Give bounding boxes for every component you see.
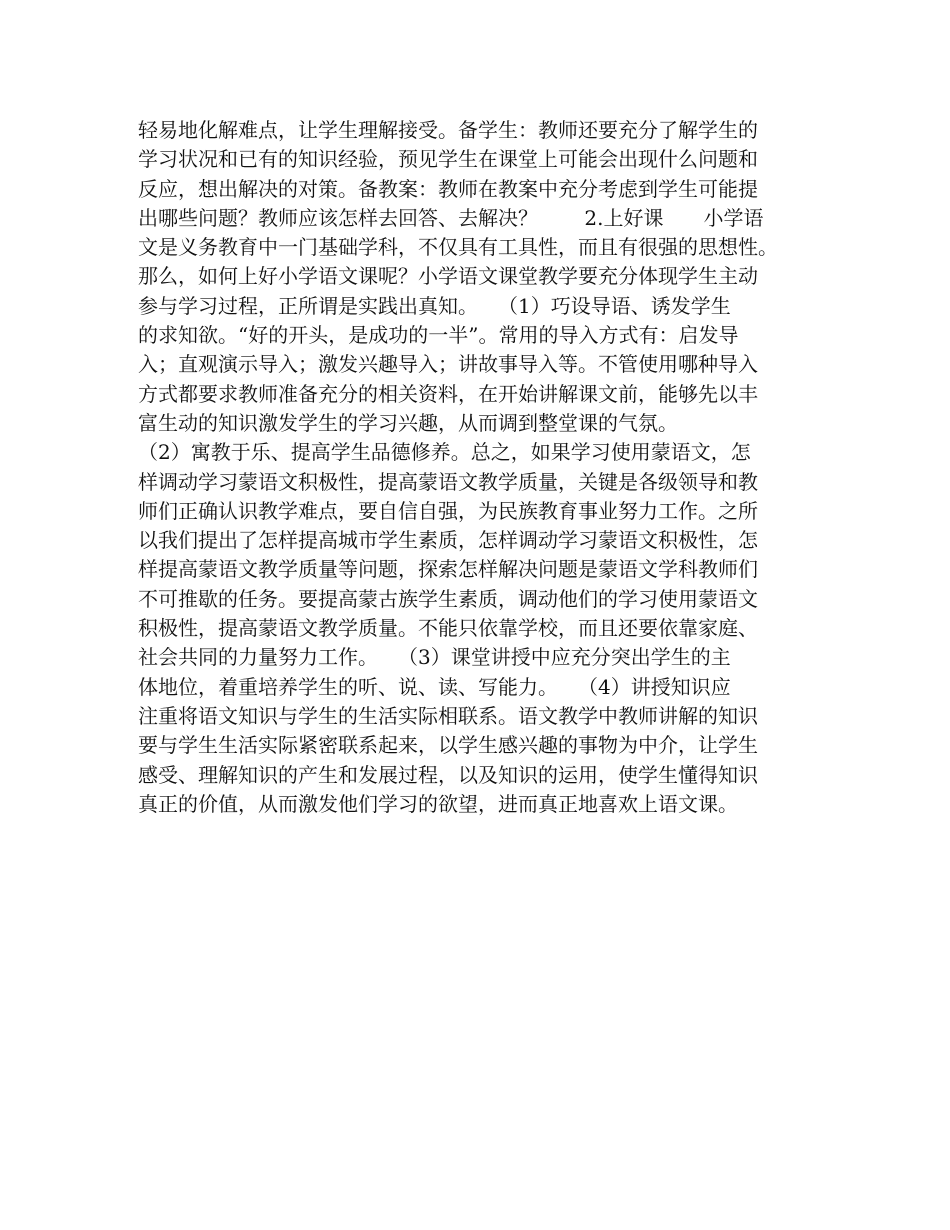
text-line: 要与学生生活实际紧密联系起来，以学生感兴趣的事物为中介，让学生 [138,733,758,758]
text-line: 感受、理解知识的产生和发展过程，以及知识的运用，使学生懂得知识 [138,762,758,787]
text-line: 社会共同的力量努力工作。 （3）课堂讲授中应充分突出学生的主 [138,645,731,670]
text-line: 学习状况和已有的知识经验，预见学生在课堂上可能会出现什么问题和 [138,147,758,172]
text-line: 样调动学习蒙语文积极性，提高蒙语文教学质量，关键是各级领导和教 [138,469,758,494]
text-line: 参与学习过程，正所谓是实践出真知。 （1）巧设导语、诱发学生 [138,293,731,318]
text-line: 的求知欲。“好的开头，是成功的一半”。常用的导入方式有：启发导 [138,323,739,348]
text-line: 富生动的知识激发学生的学习兴趣，从而调到整堂课的气氛。 [138,410,678,435]
text-line: 文是义务教育中一门基础学科，不仅具有工具性，而且有很强的思想性。 [138,235,778,260]
body-text [138,116,828,819]
text-line: （2）寓教于乐、提高学生品德修养。总之，如果学习使用蒙语文，怎 [138,440,751,465]
text-line: 注重将语文知识与学生的生活实际相联系。语文教学中教师讲解的知识 [138,703,758,728]
text-line: 师们正确认识教学难点，要自信自强，为民族教育事业努力工作。之所 [138,498,758,523]
text-line: 积极性，提高蒙语文教学质量。不能只依靠学校，而且还要依靠家庭、 [138,616,758,641]
text-line: 反应，想出解决的对策。备教案：教师在教案中充分考虑到学生可能提 [138,176,758,201]
text-line: 以我们提出了怎样提高城市学生素质，怎样调动学习蒙语文积极性，怎 [138,528,758,553]
text-line: 真正的价值，从而激发他们学习的欲望，进而真正地喜欢上语文课。 [138,791,738,816]
text-line: 轻易地化解难点，让学生理解接受。备学生：教师还要充分了解学生的 [138,118,758,142]
text-line: 体地位，着重培养学生的听、说、读、写能力。 （4）讲授知识应 [138,674,731,699]
text-line: 不可推歇的任务。要提高蒙古族学生素质，调动他们的学习使用蒙语文 [138,586,758,611]
text-line: 方式都要求教师准备充分的相关资料，在开始讲解课文前，能够先以丰 [138,381,758,406]
text-line: 出哪些问题？教师应该怎样去回答、去解决？ 2.上好课 小学语 [138,205,764,230]
text-line: 入；直观演示导入；激发兴趣导入；讲故事导入等。不管使用哪种导入 [138,352,758,377]
text-line: 那么，如何上好小学语文课呢？小学语文课堂教学要充分体现学生主动 [138,264,758,289]
text-line: 样提高蒙语文教学质量等问题，探索怎样解决问题是蒙语文学科教师们 [138,557,758,582]
